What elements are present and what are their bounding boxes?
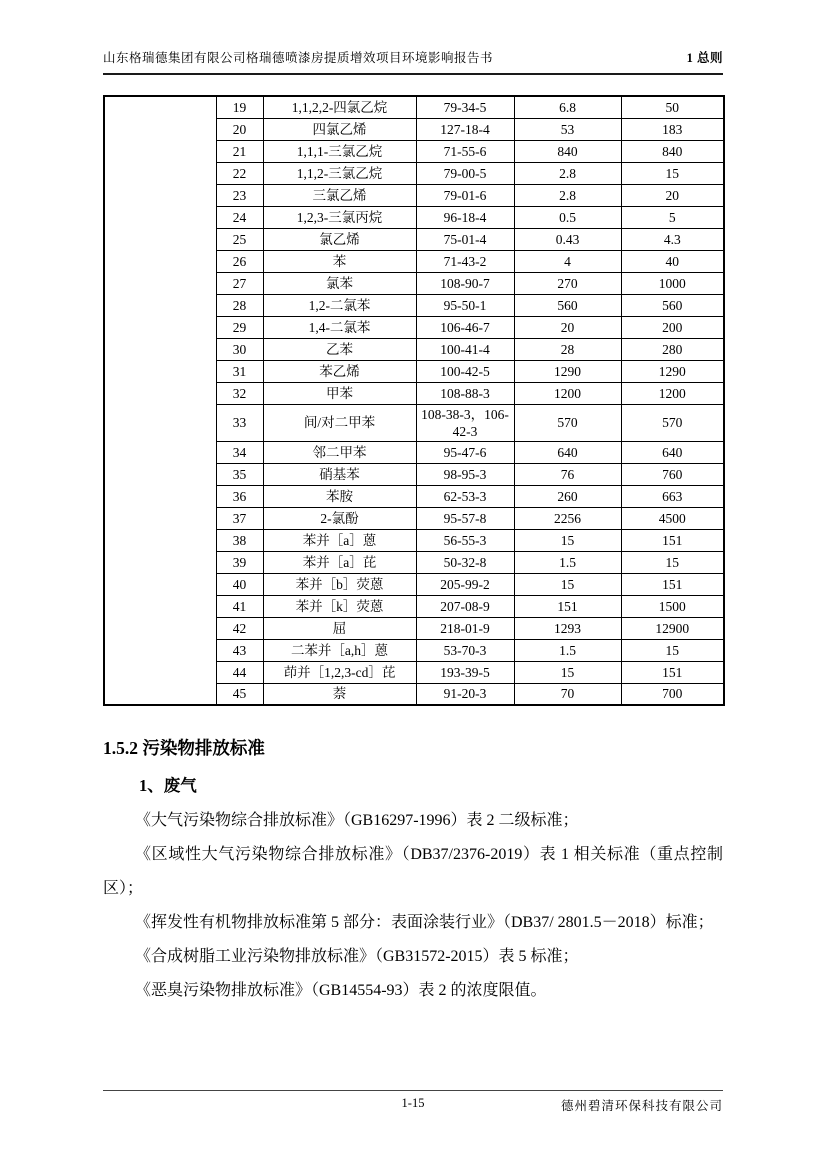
- cell-limit-2: 1200: [621, 382, 724, 404]
- cell-cas-number: 53-70-3: [416, 639, 514, 661]
- header-chapter-label: 1 总则: [686, 51, 723, 65]
- cell-pollutant-name: 1,4-二氯苯: [263, 316, 416, 338]
- cell-pollutant-name: 苯并［k］荧蒽: [263, 595, 416, 617]
- cell-cas-number: 100-42-5: [416, 360, 514, 382]
- cell-limit-1: 1290: [514, 360, 621, 382]
- cell-limit-1: 15: [514, 529, 621, 551]
- cell-cas-number: 108-38-3，106-42-3: [416, 404, 514, 441]
- cell-limit-1: 2256: [514, 507, 621, 529]
- cell-cas-number: 100-41-4: [416, 338, 514, 360]
- cell-cas-number: 91-20-3: [416, 683, 514, 705]
- cell-limit-1: 2.8: [514, 184, 621, 206]
- paragraph-standard-1: 《大气污染物综合排放标准》（GB16297-1996）表 2 二级标准；: [135, 812, 579, 829]
- cell-row-number: 26: [216, 250, 263, 272]
- pollutant-table-body: [104, 96, 724, 705]
- cell-limit-2: 840: [621, 140, 724, 162]
- cell-row-number: 21: [216, 140, 263, 162]
- cell-limit-2: 151: [621, 661, 724, 683]
- cell-limit-2: 1290: [621, 360, 724, 382]
- cell-limit-2: 151: [621, 529, 724, 551]
- cell-pollutant-name: 苯并［b］荧蒽: [263, 573, 416, 595]
- cell-pollutant-name: 茚并［1,2,3-cd］芘: [263, 661, 416, 683]
- cell-limit-1: 15: [514, 573, 621, 595]
- cell-cas-number: 79-00-5: [416, 162, 514, 184]
- cell-pollutant-name: 甲苯: [263, 382, 416, 404]
- cell-limit-1: 20: [514, 316, 621, 338]
- cell-limit-2: 570: [621, 404, 724, 441]
- cell-pollutant-name: 乙苯: [263, 338, 416, 360]
- cell-pollutant-name: 1,2-二氯苯: [263, 294, 416, 316]
- cell-cas-number: 95-47-6: [416, 441, 514, 463]
- cell-limit-2: 760: [621, 463, 724, 485]
- cell-limit-2: 1500: [621, 595, 724, 617]
- cell-limit-1: 560: [514, 294, 621, 316]
- cell-row-number: 33: [216, 404, 263, 441]
- cell-row-number: 32: [216, 382, 263, 404]
- cell-row-number: 35: [216, 463, 263, 485]
- cell-limit-1: 2.8: [514, 162, 621, 184]
- cell-cas-number: 56-55-3: [416, 529, 514, 551]
- cell-row-number: 27: [216, 272, 263, 294]
- cell-row-number: 19: [216, 96, 263, 118]
- cell-row-number: 36: [216, 485, 263, 507]
- cell-cas-number: 106-46-7: [416, 316, 514, 338]
- cell-cas-number: 95-50-1: [416, 294, 514, 316]
- cell-limit-1: 28: [514, 338, 621, 360]
- cell-row-number: 31: [216, 360, 263, 382]
- cell-cas-number: 71-43-2: [416, 250, 514, 272]
- cell-row-number: 24: [216, 206, 263, 228]
- cell-pollutant-name: 1,1,1-三氯乙烷: [263, 140, 416, 162]
- paragraph-standard-2: 《区域性大气污染物综合排放标准》（DB37/2376-2019）表 1 相关标准（重点控制区）；: [103, 846, 723, 897]
- cell-pollutant-name: 1,1,2,2-四氯乙烷: [263, 96, 416, 118]
- cell-cas-number: 108-90-7: [416, 272, 514, 294]
- cell-limit-1: 0.43: [514, 228, 621, 250]
- cell-pollutant-name: 四氯乙烯: [263, 118, 416, 140]
- cell-limit-2: 1000: [621, 272, 724, 294]
- cell-limit-2: 700: [621, 683, 724, 705]
- header-report-title: 山东格瑞德集团有限公司格瑞德喷漆房提质增效项目环境影响报告书: [103, 51, 494, 65]
- cell-cas-number: 205-99-2: [416, 573, 514, 595]
- cell-limit-1: 151: [514, 595, 621, 617]
- cell-cas-number: 207-08-9: [416, 595, 514, 617]
- cell-cas-number: 96-18-4: [416, 206, 514, 228]
- cell-limit-1: 4: [514, 250, 621, 272]
- cell-limit-1: 1293: [514, 617, 621, 639]
- pollutant-limits-table: [103, 95, 725, 706]
- cell-pollutant-name: 1,2,3-三氯丙烷: [263, 206, 416, 228]
- cell-row-number: 25: [216, 228, 263, 250]
- cell-row-number: 29: [216, 316, 263, 338]
- cell-row-number: 37: [216, 507, 263, 529]
- cell-cas-number: 75-01-4: [416, 228, 514, 250]
- cell-limit-2: 663: [621, 485, 724, 507]
- cell-limit-1: 1.5: [514, 639, 621, 661]
- cell-limit-2: 12900: [621, 617, 724, 639]
- cell-cas-number: 62-53-3: [416, 485, 514, 507]
- cell-limit-2: 4500: [621, 507, 724, 529]
- cell-row-number: 44: [216, 661, 263, 683]
- cell-limit-1: 640: [514, 441, 621, 463]
- cell-cas-number: 50-32-8: [416, 551, 514, 573]
- cell-cas-number: 218-01-9: [416, 617, 514, 639]
- cell-limit-2: 40: [621, 250, 724, 272]
- cell-pollutant-name: 2-氯酚: [263, 507, 416, 529]
- cell-limit-1: 1.5: [514, 551, 621, 573]
- cell-pollutant-name: 1,1,2-三氯乙烷: [263, 162, 416, 184]
- paragraph-standard-4: 《合成树脂工业污染物排放标准》（GB31572-2015）表 5 标准；: [135, 948, 579, 965]
- cell-limit-2: 50: [621, 96, 724, 118]
- cell-cas-number: 108-88-3: [416, 382, 514, 404]
- cell-limit-1: 1200: [514, 382, 621, 404]
- cell-pollutant-name: 氯乙烯: [263, 228, 416, 250]
- cell-limit-2: 640: [621, 441, 724, 463]
- cell-row-number: 41: [216, 595, 263, 617]
- cell-row-number: 22: [216, 162, 263, 184]
- cell-pollutant-name: 苯并［a］芘: [263, 551, 416, 573]
- cell-limit-1: 6.8: [514, 96, 621, 118]
- cell-limit-2: 15: [621, 162, 724, 184]
- cell-cas-number: 79-34-5: [416, 96, 514, 118]
- cell-cas-number: 95-57-8: [416, 507, 514, 529]
- page-header: [103, 0, 723, 75]
- cell-limit-1: 0.5: [514, 206, 621, 228]
- pollutant-table-wrap: [103, 95, 723, 706]
- cell-limit-1: 76: [514, 463, 621, 485]
- cell-row-number: 20: [216, 118, 263, 140]
- cell-limit-2: 151: [621, 573, 724, 595]
- table-row: [104, 96, 724, 118]
- cell-limit-1: 260: [514, 485, 621, 507]
- cell-pollutant-name: 萘: [263, 683, 416, 705]
- cell-row-number: 40: [216, 573, 263, 595]
- cell-cas-number: 98-95-3: [416, 463, 514, 485]
- cell-cas-number: 71-55-6: [416, 140, 514, 162]
- cell-pollutant-name: 二苯并［a,h］蒽: [263, 639, 416, 661]
- cell-limit-1: 570: [514, 404, 621, 441]
- cell-row-number: 39: [216, 551, 263, 573]
- cell-limit-1: 270: [514, 272, 621, 294]
- cell-row-number: 38: [216, 529, 263, 551]
- cell-limit-2: 4.3: [621, 228, 724, 250]
- cell-limit-1: 840: [514, 140, 621, 162]
- cell-limit-2: 15: [621, 639, 724, 661]
- cell-pollutant-name: 邻二甲苯: [263, 441, 416, 463]
- cell-limit-1: 15: [514, 661, 621, 683]
- cell-row-number: 42: [216, 617, 263, 639]
- cell-row-number: 23: [216, 184, 263, 206]
- standards-section: [103, 736, 723, 1008]
- page-footer: [103, 1090, 723, 1114]
- cell-limit-2: 15: [621, 551, 724, 573]
- cell-limit-2: 183: [621, 118, 724, 140]
- cell-cas-number: 193-39-5: [416, 661, 514, 683]
- merged-category-cell: [104, 96, 216, 705]
- cell-limit-2: 20: [621, 184, 724, 206]
- cell-row-number: 30: [216, 338, 263, 360]
- cell-cas-number: 79-01-6: [416, 184, 514, 206]
- cell-pollutant-name: 间/对二甲苯: [263, 404, 416, 441]
- cell-limit-1: 53: [514, 118, 621, 140]
- cell-pollutant-name: 氯苯: [263, 272, 416, 294]
- cell-cas-number: 127-18-4: [416, 118, 514, 140]
- subsection-heading-waste-gas: 1、废气: [139, 776, 197, 795]
- cell-pollutant-name: 苯胺: [263, 485, 416, 507]
- paragraph-standard-3: 《挥发性有机物排放标准第 5 部分：表面涂装行业》（DB37/ 2801.5－2018）标准；: [135, 914, 714, 931]
- cell-pollutant-name: 三氯乙烯: [263, 184, 416, 206]
- cell-pollutant-name: 硝基苯: [263, 463, 416, 485]
- standards-paragraphs: [103, 804, 723, 1008]
- cell-row-number: 28: [216, 294, 263, 316]
- cell-pollutant-name: 苯乙烯: [263, 360, 416, 382]
- cell-row-number: 45: [216, 683, 263, 705]
- cell-limit-1: 70: [514, 683, 621, 705]
- cell-limit-2: 200: [621, 316, 724, 338]
- paragraph-standard-5: 《恶臭污染物排放标准》（GB14554-93）表 2 的浓度限值。: [135, 982, 547, 999]
- cell-limit-2: 560: [621, 294, 724, 316]
- cell-pollutant-name: 苯并［a］蒽: [263, 529, 416, 551]
- cell-limit-2: 280: [621, 338, 724, 360]
- cell-limit-2: 5: [621, 206, 724, 228]
- cell-row-number: 43: [216, 639, 263, 661]
- cell-pollutant-name: 屈: [263, 617, 416, 639]
- footer-page-number: 1-15: [401, 1096, 425, 1110]
- cell-row-number: 34: [216, 441, 263, 463]
- footer-company-name: 德州碧清环保科技有限公司: [560, 1099, 723, 1113]
- cell-pollutant-name: 苯: [263, 250, 416, 272]
- section-heading-1-5-2: 1.5.2 污染物排放标准: [103, 738, 265, 758]
